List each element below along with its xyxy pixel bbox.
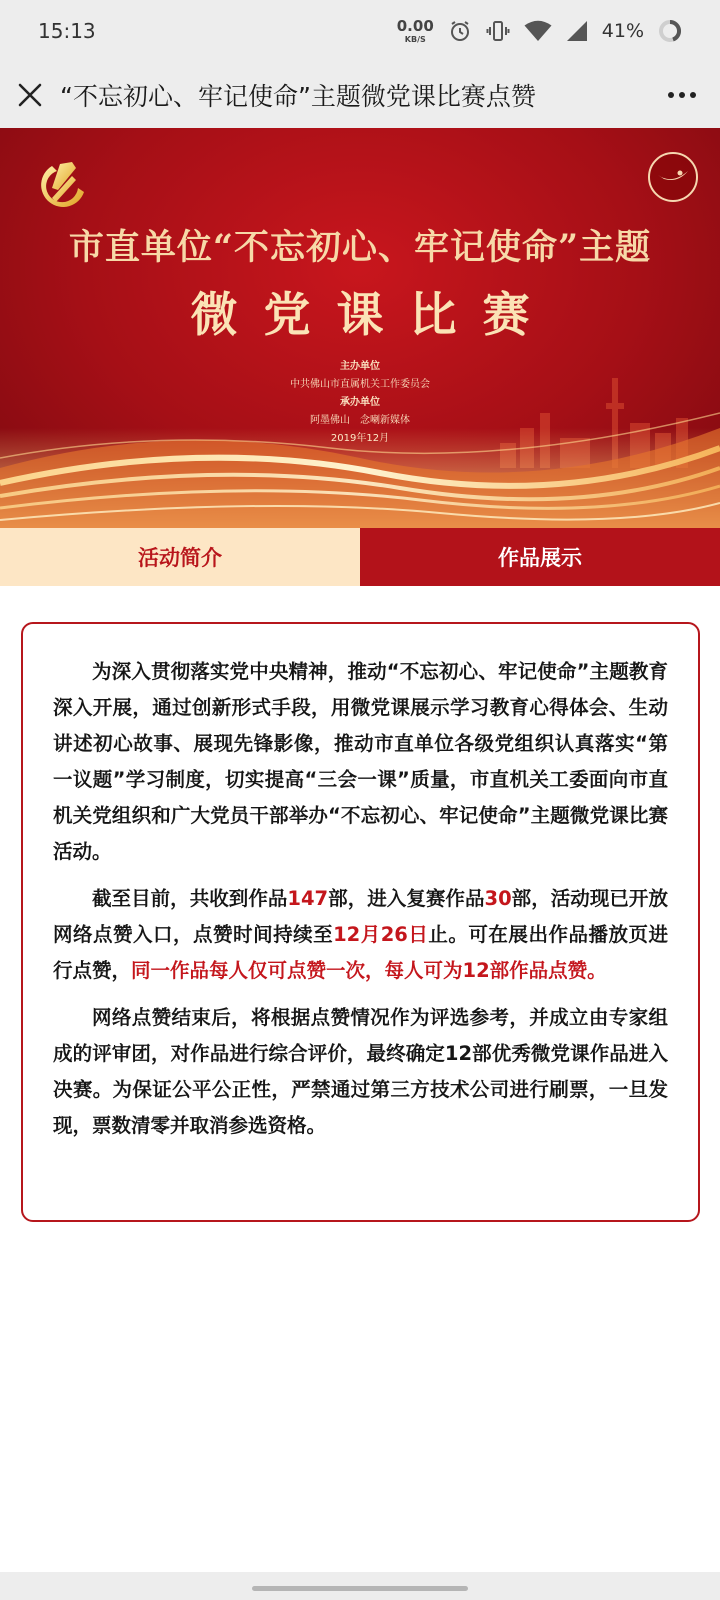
title-bar — [0, 62, 720, 128]
intro-paragraph-3: 网络点赞结束后，将根据点赞情况作为评选参考，并成立由专家组成的评审团，对作品进行综合评价，最终确定12部优秀微党课作品进入决赛。为保证公平公正性，严禁通过第三方技术公司进行刷票，一旦发现，票数清零并取消参选资格。 — [53, 1006, 668, 1137]
co-organizer-label: 承办单位 — [340, 397, 380, 408]
alarm-icon — [448, 19, 472, 43]
intro-paragraph-1: 为深入贯彻落实党中央精神，推动“不忘初心、牢记使命”主题教育深入开展，通过创新形式手段，用微党课展示学习教育心得体会、生动讲述初心故事、展现先锋影像，推动市直单位各级党组织认真落实“第一议题”学习制度，切实提高“三会一课”质量，市直机关工委面向市直机关党组织和广大党员干部举办“不忘初心、牢记使命”主题微党课比赛活动。 — [53, 660, 668, 863]
p2-text-1: 截至目前，共收到作品 — [92, 887, 288, 910]
banner-date: 2019年12月 — [330, 433, 390, 444]
battery-icon — [658, 19, 682, 43]
intro-card — [21, 622, 700, 1222]
tab-bar — [0, 528, 720, 586]
net-speed-unit: KB/S — [404, 34, 426, 44]
banner-title: 市直单位“不忘初心、牢记使命”主题 — [68, 227, 652, 268]
semifinal-count: 30 — [484, 887, 512, 910]
more-icon — [667, 91, 697, 99]
status-icons — [396, 16, 682, 44]
intro-paragraph-2 — [53, 881, 668, 989]
net-speed — [396, 16, 434, 44]
p2-text-2: 部，进入复赛作品 — [328, 887, 485, 910]
tab-works-display[interactable]: 作品展示 — [360, 528, 720, 586]
vibrate-icon — [486, 19, 510, 43]
p2-text-3: 部，活动现已开放网络点赞入口，点赞时间持续至 — [53, 887, 668, 946]
banner-image — [0, 128, 720, 528]
more-button[interactable] — [644, 62, 720, 128]
p2-text-4: 止。可在展出作品播放页进行点赞， — [53, 923, 668, 982]
banner-organizers — [0, 358, 720, 448]
organizer-name: 中共佛山市直属机关工作委员会 — [290, 379, 430, 390]
close-icon — [17, 82, 43, 108]
works-count: 147 — [287, 887, 329, 910]
status-time: 15:13 — [38, 19, 96, 43]
net-speed-value: 0.00 — [396, 16, 434, 35]
wifi-icon — [524, 20, 552, 42]
organizer-label: 主办单位 — [340, 361, 380, 372]
deadline-date: 12月26日 — [333, 923, 429, 946]
close-button[interactable] — [0, 62, 62, 128]
logo-icon — [648, 152, 698, 202]
battery-percent: 41% — [601, 20, 644, 42]
signal-icon — [566, 20, 588, 42]
tab-activity-intro[interactable]: 活动简介 — [0, 528, 360, 586]
banner-subtitle: 微党课比赛 — [190, 288, 556, 343]
home-indicator[interactable] — [252, 1586, 468, 1591]
co-organizer-name: 阿墨佛山 念喇新媒体 — [310, 415, 410, 426]
party-emblem-icon — [38, 158, 92, 216]
status-bar — [0, 0, 720, 62]
voting-rule: 同一作品每人仅可点赞一次，每人可为12部作品点赞。 — [131, 959, 607, 982]
page-title: “不忘初心、牢记使命”主题微党课比赛点赞 — [60, 82, 536, 111]
